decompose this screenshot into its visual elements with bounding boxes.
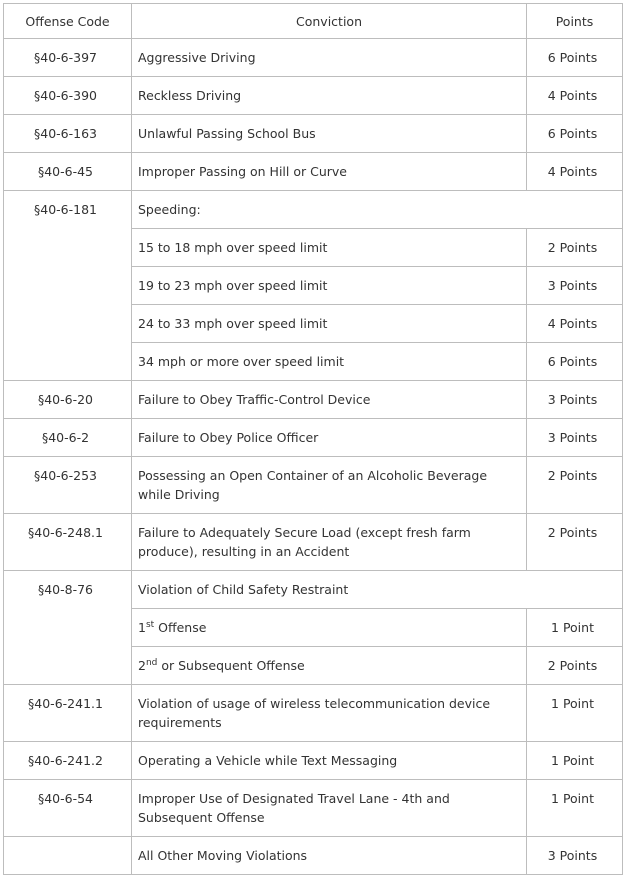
- conviction: Speeding:: [132, 191, 623, 229]
- points: 3 Points: [527, 419, 623, 457]
- offense-code: §40-6-241.1: [4, 685, 132, 742]
- table-row: [4, 191, 623, 229]
- points: 2 Points: [527, 514, 623, 571]
- offense-code: §40-6-181: [4, 191, 132, 381]
- offense-code: §40-8-76: [4, 571, 132, 685]
- conviction: Failure to Obey Traffic-Control Device: [132, 381, 527, 419]
- table-row: [4, 780, 623, 837]
- conviction: Violation of usage of wireless telecommunication device requirements: [132, 685, 527, 742]
- header-row: [4, 4, 623, 39]
- offense-code: [4, 837, 132, 875]
- conviction: Violation of Child Safety Restraint: [132, 571, 623, 609]
- points: 2 Points: [527, 457, 623, 514]
- points: 6 Points: [527, 343, 623, 381]
- header-conviction: Conviction: [132, 4, 527, 39]
- conviction: 19 to 23 mph over speed limit: [132, 267, 527, 305]
- conviction: Improper Passing on Hill or Curve: [132, 153, 527, 191]
- points: 4 Points: [527, 77, 623, 115]
- table-row: [4, 381, 623, 419]
- ordinal-number: 2: [138, 658, 146, 673]
- points: 3 Points: [527, 267, 623, 305]
- conviction: Failure to Adequately Secure Load (except fresh farm produce), resulting in an Accident: [132, 514, 527, 571]
- offense-code: §40-6-20: [4, 381, 132, 419]
- table-row: [4, 837, 623, 875]
- points: 1 Point: [527, 685, 623, 742]
- conviction: [132, 647, 527, 685]
- points-table: [3, 3, 623, 875]
- points: 2 Points: [527, 229, 623, 267]
- ordinal-suffix: st: [145, 620, 155, 630]
- table-row: [4, 77, 623, 115]
- table-row: [4, 457, 623, 514]
- points: 3 Points: [527, 381, 623, 419]
- offense-code: §40-6-163: [4, 115, 132, 153]
- points: 1 Point: [527, 742, 623, 780]
- table-row: [4, 153, 623, 191]
- points: 4 Points: [527, 305, 623, 343]
- header-points: Points: [527, 4, 623, 39]
- table-row: [4, 514, 623, 571]
- offense-code: §40-6-241.2: [4, 742, 132, 780]
- offense-code: §40-6-397: [4, 39, 132, 77]
- points: 6 Points: [527, 39, 623, 77]
- ordinal-number: 1: [138, 620, 146, 635]
- conviction: Aggressive Driving: [132, 39, 527, 77]
- conviction: Failure to Obey Police Officer: [132, 419, 527, 457]
- conviction: All Other Moving Violations: [132, 837, 527, 875]
- points: 4 Points: [527, 153, 623, 191]
- conviction: [132, 609, 527, 647]
- offense-code: §40-6-2: [4, 419, 132, 457]
- conviction: Operating a Vehicle while Text Messaging: [132, 742, 527, 780]
- conviction: Improper Use of Designated Travel Lane - 4th and Subsequent Offense: [132, 780, 527, 837]
- table-row: [4, 419, 623, 457]
- conviction: 34 mph or more over speed limit: [132, 343, 527, 381]
- offense-code: §40-6-54: [4, 780, 132, 837]
- conviction: Unlawful Passing School Bus: [132, 115, 527, 153]
- table-row: [4, 115, 623, 153]
- header-offense-code: Offense Code: [4, 4, 132, 39]
- conviction-text: or Subsequent Offense: [157, 658, 305, 673]
- table-row: [4, 571, 623, 609]
- points: 1 Point: [527, 609, 623, 647]
- points: 2 Points: [527, 647, 623, 685]
- conviction: Possessing an Open Container of an Alcoholic Beverage while Driving: [132, 457, 527, 514]
- table-row: [4, 39, 623, 77]
- conviction-text: Offense: [154, 620, 207, 635]
- conviction: 15 to 18 mph over speed limit: [132, 229, 527, 267]
- table-row: [4, 742, 623, 780]
- conviction: Reckless Driving: [132, 77, 527, 115]
- offense-code: §40-6-253: [4, 457, 132, 514]
- points: 6 Points: [527, 115, 623, 153]
- offense-code: §40-6-248.1: [4, 514, 132, 571]
- points: 1 Point: [527, 780, 623, 837]
- table-row: [4, 685, 623, 742]
- conviction: 24 to 33 mph over speed limit: [132, 305, 527, 343]
- points: 3 Points: [527, 837, 623, 875]
- ordinal-suffix: nd: [145, 658, 158, 668]
- offense-code: §40-6-45: [4, 153, 132, 191]
- offense-code: §40-6-390: [4, 77, 132, 115]
